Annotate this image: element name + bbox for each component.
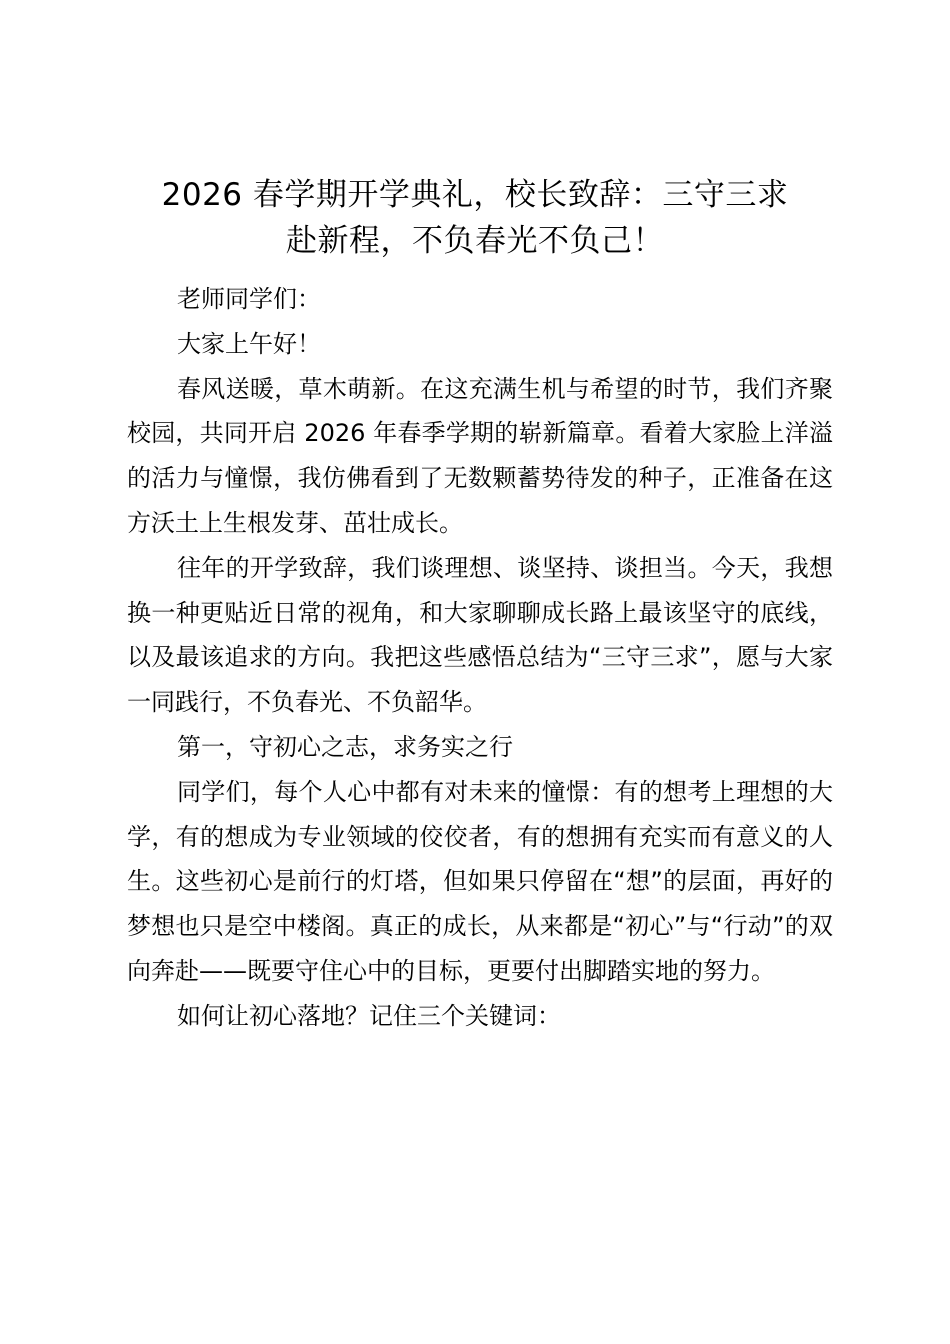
- section-heading: 第一，守初心之志，求务实之行: [177, 732, 513, 761]
- paragraph: 春风送暖，草木萌新。在这充满生机与希望的时节，我们齐聚校园，共同开启 2026 年春季学期的崭新篇章。看着大家脸上洋溢的活力与憧憬，我仿佛看到了无数颗蓄势待发的种子，正准备在这方沃土上生根发芽、茁壮成长。: [127, 374, 833, 537]
- paragraph: 如何让初心落地？记住三个关键词：: [177, 1001, 561, 1030]
- paragraph: 往年的开学致辞，我们谈理想、谈坚持、谈担当。今天，我想换一种更贴近日常的视角，和大家聊聊成长路上最该坚守的底线，以及最该追求的方向。我把这些感悟总结为“三守三求”，愿与大家一同践行，不负春光、不负韶华。: [127, 553, 833, 717]
- salutation: 老师同学们：: [177, 285, 321, 313]
- document-title: [120, 172, 830, 264]
- document-body: [127, 277, 833, 1039]
- paragraph: 同学们，每个人心中都有对未来的憧憬：有的想考上理想的大学，有的想成为专业领域的佼佼者，有的想拥有充实而有意义的人生。这些初心是前行的灯塔，但如果只停留在“想”的层面，再好的梦想也只是空中楼阁。真正的成长，从来都是“初心”与“行动”的双向奔赴——既要守住心中的目标，更要付出脚踏实地的努力。: [127, 777, 833, 985]
- title-line-1: 2026 春学期开学典礼，校长致辞：三守三求: [161, 177, 789, 213]
- title-line-2: 赴新程，不负春光不负己！: [286, 223, 664, 259]
- greeting: 大家上午好！: [177, 329, 321, 358]
